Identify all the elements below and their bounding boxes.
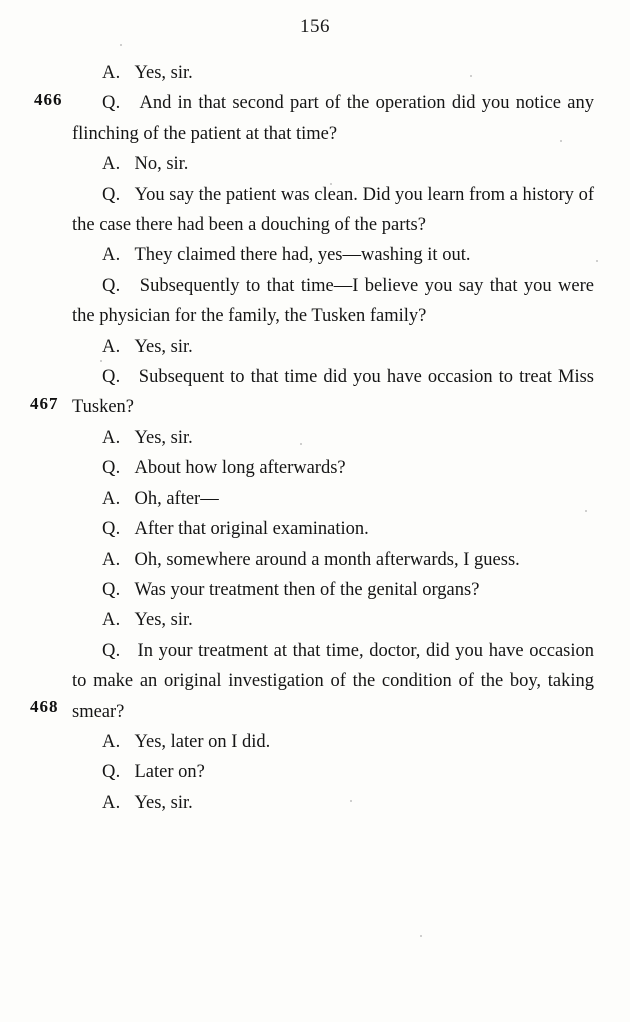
scan-speckle <box>120 44 122 46</box>
speaker-label: A. <box>102 336 121 357</box>
transcript-line <box>72 788 594 818</box>
speech-text: In your treatment at that time, doctor, did you have occasion to make an original investigation of the condition of the boy, taking smear? <box>72 640 594 722</box>
speech-text: Yes, sir. <box>134 427 193 448</box>
transcript-line <box>72 545 594 575</box>
speaker-label: A. <box>102 488 121 509</box>
transcript-line <box>72 271 594 332</box>
transcript-line <box>72 423 594 453</box>
speaker-label: Q. <box>102 275 121 296</box>
speaker-label: A. <box>102 792 121 813</box>
transcript-line <box>72 58 594 88</box>
speaker-label: A. <box>102 154 121 175</box>
transcript-line <box>72 332 594 362</box>
transcript-line <box>72 605 594 635</box>
transcript-body <box>72 58 594 818</box>
margin-number-467: 467 <box>30 394 59 413</box>
speaker-label: A. <box>102 549 121 570</box>
transcript-line <box>72 575 594 605</box>
speaker-label: Q. <box>102 184 121 205</box>
transcript-line <box>72 453 594 483</box>
transcript-line <box>72 240 594 270</box>
speaker-label: A. <box>102 63 121 83</box>
speaker-label: Q. <box>102 93 121 114</box>
speech-text: And in that second part of the operation did you notice any flinching of the patient at that time? <box>72 93 595 144</box>
transcript-line <box>72 484 594 514</box>
speech-text: Yes, later on I did. <box>134 731 271 752</box>
margin-number-468: 468 <box>30 697 59 716</box>
transcript-line <box>72 636 594 727</box>
speaker-label: A. <box>102 245 121 266</box>
speaker-label: Q. <box>102 367 121 388</box>
speaker-label: Q. <box>102 579 121 600</box>
transcript-line <box>72 757 594 787</box>
transcript-line <box>72 149 594 179</box>
speaker-label: Q. <box>102 640 121 661</box>
speech-text: Oh, after— <box>134 488 219 509</box>
speech-text: Oh, somewhere around a month afterwards, I guess. <box>134 549 520 570</box>
speaker-label: Q. <box>102 762 121 783</box>
page-number: 156 <box>300 16 330 37</box>
transcript-line <box>72 514 594 544</box>
speech-text: About how long afterwards? <box>134 458 346 479</box>
speech-text: Yes, sir. <box>134 610 193 631</box>
speech-text: You say the patient was clean. Did you learn from a history of the case there had been a douching of the parts? <box>72 184 594 236</box>
speech-text: Subsequently to that time—I believe you say that you were the physician for the family, the Tusken family? <box>72 275 595 327</box>
speech-text: Was your treatment then of the genital organs? <box>134 579 480 600</box>
scan-speckle <box>596 260 598 262</box>
speaker-label: A. <box>102 610 121 631</box>
speech-text: They claimed there had, yes—washing it out. <box>134 245 471 266</box>
speaker-label: A. <box>102 427 121 448</box>
speech-text: After that original examination. <box>134 519 369 540</box>
speech-text: Later on? <box>134 762 205 783</box>
speaker-label: Q. <box>102 458 121 479</box>
transcript-line <box>72 180 594 241</box>
margin-number-466: 466 <box>34 90 63 109</box>
speech-text: No, sir. <box>134 154 189 175</box>
transcript-line <box>72 727 594 757</box>
speech-text: Yes, sir. <box>134 336 193 357</box>
speech-text: Subsequent to that time did you have occasion to treat Miss Tusken? <box>72 367 594 418</box>
speaker-label: A. <box>102 731 121 752</box>
transcript-line <box>72 362 594 423</box>
speech-text: Yes, sir. <box>134 63 193 83</box>
speech-text: Yes, sir. <box>134 792 193 813</box>
scan-speckle <box>420 935 422 937</box>
speaker-label: Q. <box>102 519 121 540</box>
transcript-line <box>72 88 594 149</box>
